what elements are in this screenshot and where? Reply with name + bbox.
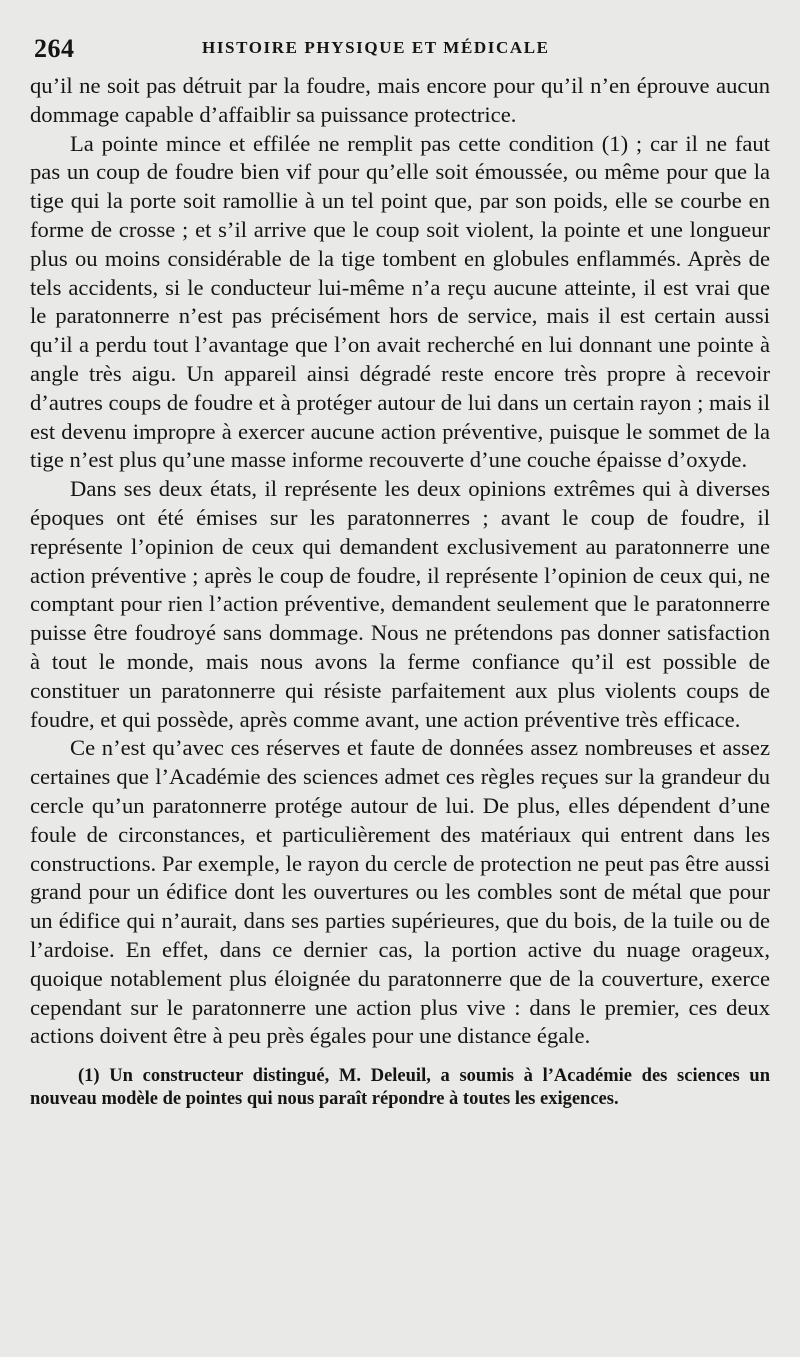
footnote: (1) Un constructeur distingué, M. Deleuil, a soumis à l’Académie des sciences un nouveau modèle de pointes qui nous paraît répondre à toutes les exigences. <box>30 1066 770 1110</box>
body-text <box>30 72 770 1051</box>
paragraph-pointe-mince: La pointe mince et effilée ne remplit pas cette condition (1) ; car il ne faut pas un coup de foudre bien vif pour qu’elle soit émoussée, ou même pour que la tige qui la porte soit ramollie à un tel point que, par son poids, elle se courbe en forme de crosse ; et s’il arrive que le coup soit violent, la pointe et une longueur plus ou moins considérable de la tige tombent en globules enflammés. Après de tels accidents, si le conducteur lui-même n’a reçu aucune atteinte, il est vrai que le paratonnerre n’est pas précisément hors de service, mais il est certain aussi qu’il a perdu tout l’avantage que l’on avait recherché en lui donnant une pointe à angle très aigu. Un appareil ainsi dégradé reste encore très propre à recevoir d’autres coups de foudre et à protéger autour de lui dans un certain rayon ; mais il est devenu impropre à exercer aucune action préventive, puisque le sommet de la tige n’est plus qu’une masse informe recouverte d’une couche épaisse d’oxyde. <box>30 130 770 473</box>
page-header <box>30 26 770 72</box>
paragraph-deux-etats: Dans ses deux états, il représente les deux opinions extrêmes qui à diverses époques ont été émises sur les paratonnerres ; avant le coup de foudre, il représente l’opinion de ceux qui demandent exclusivement au paratonnerre une action préventive ; après le coup de foudre, il représente l’opinion de ceux qui, ne comptant pour rien l’action préventive, demandent seulement que le paratonnerre puisse être foudroyé sans dommage. Nous ne prétendons pas donner satisfaction à tout le monde, mais nous avons la ferme confiance qu’il est possible de constituer un paratonnerre qui résiste parfaitement aux plus violents coups de foudre, et qui possède, après comme avant, une action préventive très efficace. <box>30 476 770 732</box>
paragraph-reserves: Ce n’est qu’avec ces réserves et faute de données assez nombreuses et assez certaines que l’Académie des sciences admet ces règles reçues sur la grandeur du cercle qu’un paratonnerre protége autour de lui. De plus, elles dépendent d’une foule de circonstances, et particulièrement des matériaux qui entrent dans les constructions. Par exemple, le rayon du cercle de protection ne peut pas être aussi grand pour un édifice dont les ouvertures ou les combles sont de métal que pour un édifice qui n’aurait, dans ses parties supérieures, que du bois, de la tuile ou de l’ardoise. En effet, dans ce dernier cas, la portion active du nuage orageux, quoique notablement plus éloignée du paratonnerre que de la couverture, exerce cependant sur le paratonnerre une action plus vive : dans le premier, ces deux actions doivent être à peu près égales pour une distance égale. <box>30 735 770 1049</box>
page-number: 264 <box>34 34 75 63</box>
running-title: HISTOIRE PHYSIQUE ET MÉDICALE <box>202 38 550 57</box>
paragraph-continuation: qu’il ne soit pas détruit par la foudre, mais encore pour qu’il n’en éprouve aucun dommage capable d’affaiblir sa puissance protectrice. <box>30 73 770 127</box>
